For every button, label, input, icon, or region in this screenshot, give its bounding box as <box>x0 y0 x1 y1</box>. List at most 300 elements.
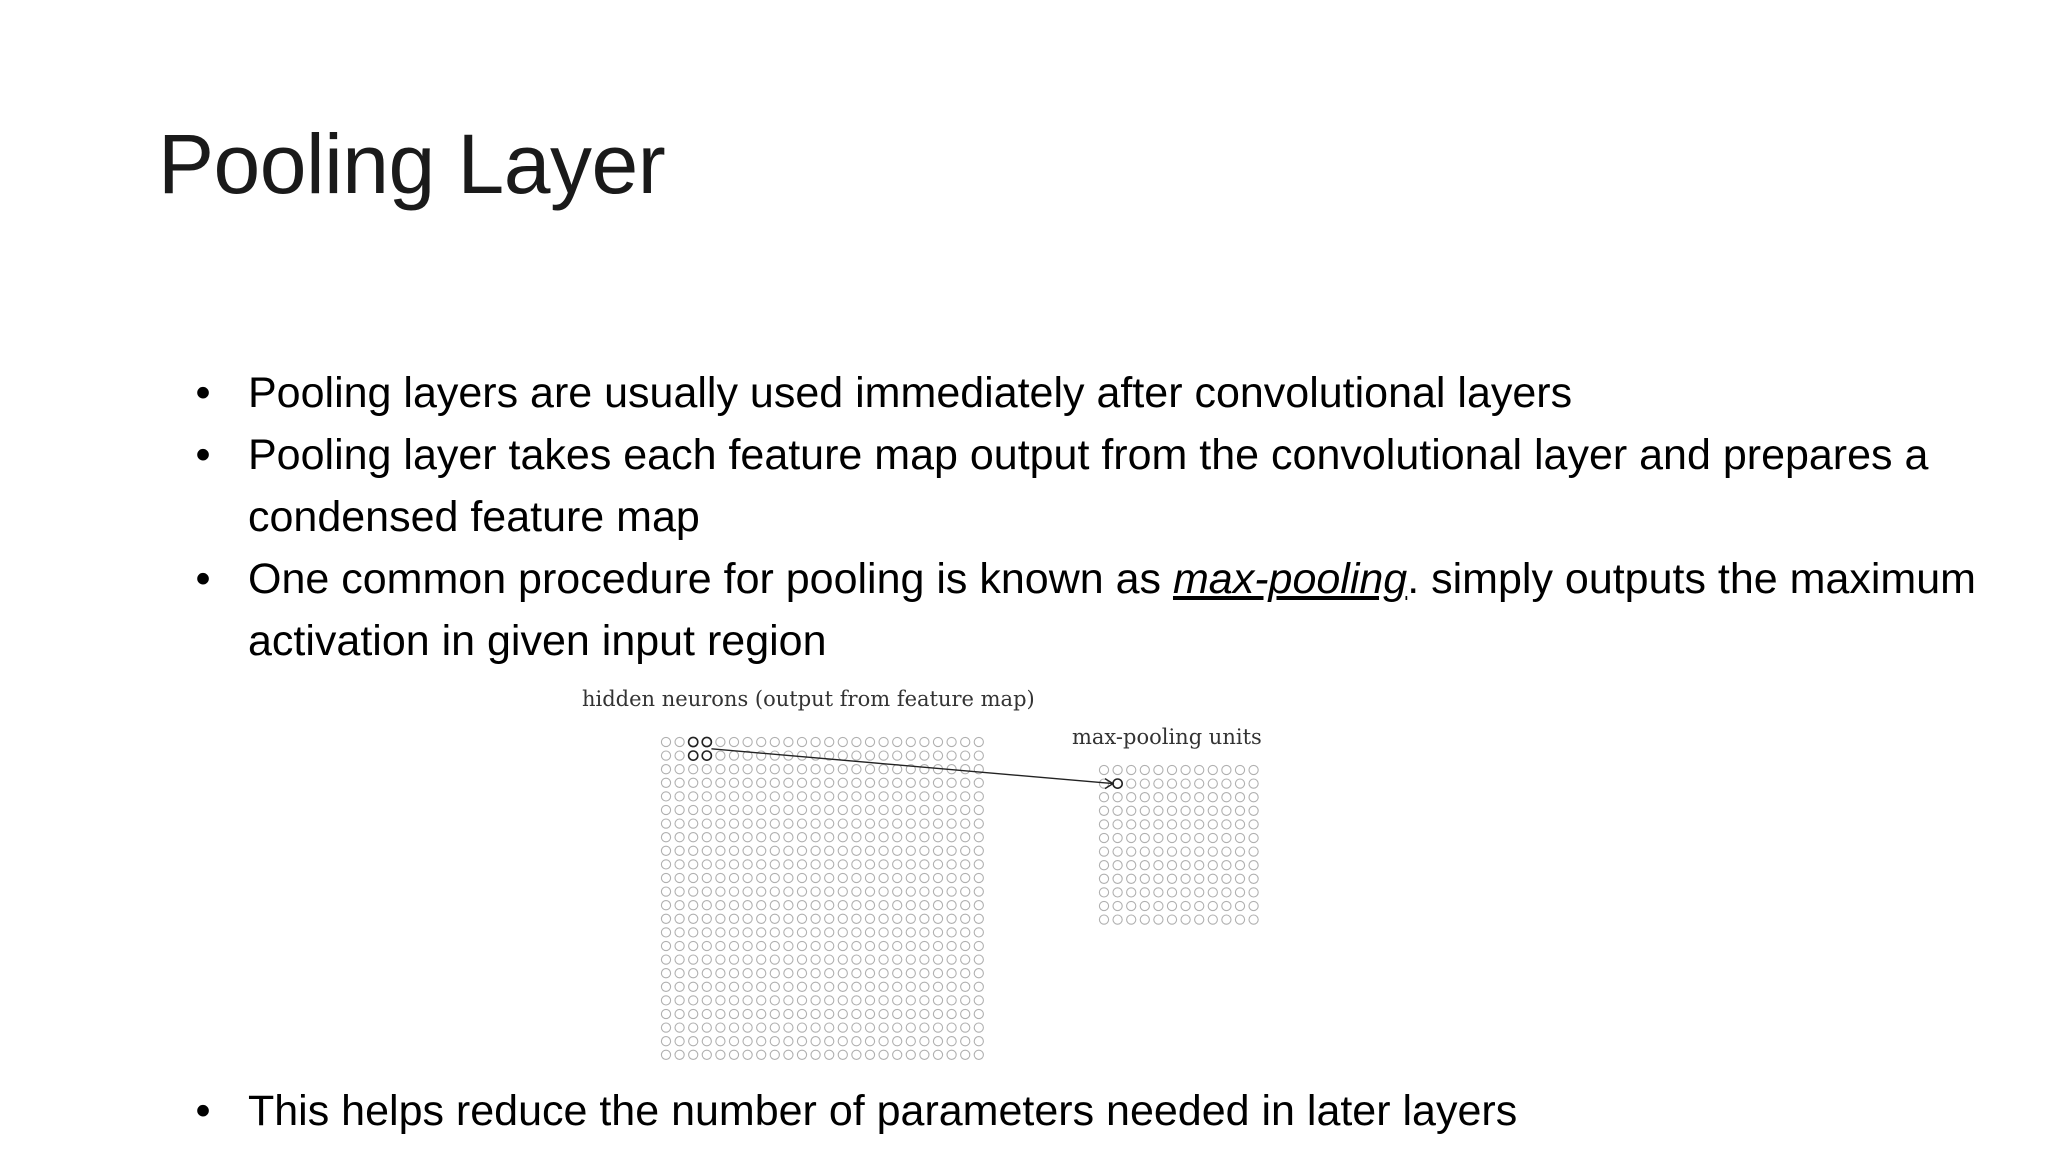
hidden-neuron <box>743 765 752 774</box>
pooling-unit <box>1127 806 1136 815</box>
hidden-neuron <box>675 1050 684 1059</box>
hidden-neuron <box>757 982 766 991</box>
hidden-neuron <box>974 941 983 950</box>
hidden-neuron <box>784 1009 793 1018</box>
hidden-neuron <box>974 819 983 828</box>
pooling-unit <box>1249 806 1258 815</box>
pooling-unit <box>1127 861 1136 870</box>
pooling-unit <box>1249 765 1258 774</box>
hidden-neuron <box>852 860 861 869</box>
hidden-neuron <box>947 941 956 950</box>
hidden-neuron <box>920 833 929 842</box>
hidden-neuron <box>920 941 929 950</box>
hidden-neuron <box>838 1023 847 1032</box>
hidden-neuron <box>811 928 820 937</box>
hidden-neuron <box>702 1037 711 1046</box>
hidden-neuron <box>702 887 711 896</box>
pooling-unit <box>1127 888 1136 897</box>
hidden-neuron <box>716 982 725 991</box>
hidden-neuron <box>825 873 834 882</box>
pooling-unit <box>1127 874 1136 883</box>
pooling-unit <box>1181 915 1190 924</box>
pooling-unit <box>1140 779 1149 788</box>
pooling-unit <box>1140 765 1149 774</box>
hidden-neuron <box>675 1009 684 1018</box>
pooling-unit <box>1154 901 1163 910</box>
hidden-neuron <box>893 1050 902 1059</box>
hidden-neuron <box>661 1050 670 1059</box>
hidden-neuron <box>797 955 806 964</box>
hidden-neuron <box>893 873 902 882</box>
hidden-neuron <box>825 1009 834 1018</box>
hidden-neuron <box>675 941 684 950</box>
hidden-neuron <box>933 792 942 801</box>
hidden-neuron <box>825 941 834 950</box>
hidden-neuron <box>906 846 915 855</box>
hidden-neuron <box>716 1023 725 1032</box>
hidden-neuron <box>961 805 970 814</box>
hidden-neuron <box>865 737 874 746</box>
hidden-neuron <box>784 860 793 869</box>
pooling-unit <box>1195 820 1204 829</box>
hidden-neuron <box>933 914 942 923</box>
hidden-neuron <box>879 1023 888 1032</box>
hidden-neuron <box>675 914 684 923</box>
hidden-neuron <box>689 955 698 964</box>
pooling-unit <box>1195 901 1204 910</box>
pooling-unit <box>1154 861 1163 870</box>
hidden-neuron <box>757 928 766 937</box>
hidden-neuron <box>661 887 670 896</box>
hidden-neuron <box>906 887 915 896</box>
hidden-neuron <box>920 982 929 991</box>
hidden-neuron <box>920 873 929 882</box>
hidden-neuron <box>770 901 779 910</box>
bullet-item-3 <box>188 548 1988 672</box>
pooling-unit <box>1127 901 1136 910</box>
hidden-neurons-grid <box>661 737 983 1059</box>
pooling-unit <box>1140 874 1149 883</box>
hidden-neuron <box>689 1050 698 1059</box>
pooling-unit <box>1167 765 1176 774</box>
pooling-unit <box>1099 874 1108 883</box>
hidden-neuron <box>825 1023 834 1032</box>
hidden-neuron <box>906 982 915 991</box>
hidden-neuron <box>661 737 670 746</box>
pooling-unit <box>1099 793 1108 802</box>
hidden-neuron <box>675 955 684 964</box>
hidden-neuron <box>825 982 834 991</box>
hidden-neuron <box>729 1050 738 1059</box>
hidden-neuron <box>893 737 902 746</box>
hidden-neuron <box>675 1023 684 1032</box>
pooling-unit <box>1113 806 1122 815</box>
hidden-neuron <box>729 1023 738 1032</box>
hidden-neuron <box>661 819 670 828</box>
hidden-neuron <box>784 846 793 855</box>
hidden-neuron <box>729 819 738 828</box>
max-pooling-grid <box>1099 765 1258 924</box>
hidden-neuron <box>716 1037 725 1046</box>
hidden-neuron <box>797 928 806 937</box>
hidden-neuron <box>852 982 861 991</box>
hidden-neuron <box>661 846 670 855</box>
hidden-neuron <box>974 955 983 964</box>
hidden-neuron <box>743 846 752 855</box>
hidden-neuron <box>838 737 847 746</box>
hidden-neuron <box>784 833 793 842</box>
hidden-neuron <box>716 833 725 842</box>
pooling-unit <box>1235 806 1244 815</box>
pooling-unit <box>1222 847 1231 856</box>
hidden-neuron <box>661 873 670 882</box>
bullet-list <box>188 362 1988 672</box>
pooling-unit <box>1099 888 1108 897</box>
hidden-neuron <box>865 928 874 937</box>
hidden-neuron <box>661 928 670 937</box>
hidden-neuron <box>879 860 888 869</box>
pooling-unit <box>1222 833 1231 842</box>
hidden-neuron <box>716 778 725 787</box>
hidden-neuron <box>784 1037 793 1046</box>
hidden-neuron <box>811 860 820 869</box>
hidden-neuron <box>961 941 970 950</box>
hidden-neuron <box>784 819 793 828</box>
hidden-neuron <box>770 765 779 774</box>
hidden-neuron <box>933 1009 942 1018</box>
pooling-unit <box>1167 793 1176 802</box>
hidden-neuron <box>947 819 956 828</box>
hidden-neuron <box>947 887 956 896</box>
hidden-neuron <box>729 833 738 842</box>
hidden-neuron <box>743 996 752 1005</box>
hidden-neuron <box>974 928 983 937</box>
hidden-neuron <box>757 1037 766 1046</box>
hidden-neuron <box>974 1009 983 1018</box>
hidden-neuron <box>729 792 738 801</box>
hidden-neuron <box>784 873 793 882</box>
hidden-neuron <box>797 1023 806 1032</box>
hidden-neuron <box>825 778 834 787</box>
hidden-neuron <box>974 792 983 801</box>
hidden-neuron <box>947 1050 956 1059</box>
hidden-neuron <box>661 1009 670 1018</box>
hidden-neuron <box>961 873 970 882</box>
hidden-neuron <box>838 928 847 937</box>
pooling-unit <box>1099 820 1108 829</box>
hidden-neuron <box>893 778 902 787</box>
hidden-neuron <box>947 737 956 746</box>
hidden-neuron <box>852 833 861 842</box>
hidden-neuron <box>811 819 820 828</box>
hidden-neuron <box>716 887 725 896</box>
hidden-neuron <box>865 914 874 923</box>
hidden-neuron <box>906 955 915 964</box>
pooling-unit <box>1099 861 1108 870</box>
hidden-neuron <box>825 819 834 828</box>
pooling-unit <box>1181 901 1190 910</box>
hidden-neuron <box>661 765 670 774</box>
hidden-neuron <box>865 941 874 950</box>
hidden-neuron <box>784 887 793 896</box>
hidden-neuron <box>743 1023 752 1032</box>
pooling-unit <box>1099 833 1108 842</box>
hidden-neuron <box>784 914 793 923</box>
hidden-neuron <box>770 819 779 828</box>
hidden-neuron <box>974 982 983 991</box>
hidden-neuron <box>920 955 929 964</box>
hidden-neuron <box>974 846 983 855</box>
pooling-unit <box>1249 793 1258 802</box>
pooling-unit <box>1140 820 1149 829</box>
hidden-neuron <box>838 1050 847 1059</box>
hidden-neuron <box>729 901 738 910</box>
hidden-neuron <box>920 901 929 910</box>
hidden-neuron <box>825 928 834 937</box>
hidden-neuron <box>702 846 711 855</box>
pooling-unit <box>1195 765 1204 774</box>
hidden-neuron <box>702 819 711 828</box>
hidden-neuron <box>797 887 806 896</box>
hidden-neuron <box>893 805 902 814</box>
hidden-neuron <box>675 1037 684 1046</box>
hidden-neuron <box>920 1023 929 1032</box>
pooling-unit <box>1113 861 1122 870</box>
pooling-unit <box>1249 874 1258 883</box>
hidden-neuron <box>893 765 902 774</box>
hidden-neuron <box>906 901 915 910</box>
hidden-neuron <box>811 901 820 910</box>
pooling-unit <box>1154 793 1163 802</box>
hidden-neuron <box>729 805 738 814</box>
hidden-neuron <box>852 887 861 896</box>
pooling-unit <box>1167 847 1176 856</box>
hidden-neuron <box>770 928 779 937</box>
pooling-unit <box>1249 901 1258 910</box>
pooling-unit <box>1113 901 1122 910</box>
hidden-neuron <box>906 914 915 923</box>
hidden-neuron <box>933 737 942 746</box>
hidden-neuron <box>838 819 847 828</box>
pooling-unit <box>1154 833 1163 842</box>
hidden-neuron <box>675 846 684 855</box>
hidden-neuron <box>974 751 983 760</box>
hidden-neuron <box>920 996 929 1005</box>
hidden-neuron <box>879 955 888 964</box>
pooling-unit <box>1235 820 1244 829</box>
hidden-neuron <box>757 819 766 828</box>
hidden-neuron <box>797 751 806 760</box>
hidden-neuron <box>920 1050 929 1059</box>
pooling-unit <box>1167 833 1176 842</box>
hidden-neuron <box>879 737 888 746</box>
hidden-neuron <box>852 941 861 950</box>
pooling-unit <box>1140 915 1149 924</box>
hidden-neuron <box>661 1023 670 1032</box>
hidden-neuron <box>879 1009 888 1018</box>
pooling-unit <box>1181 888 1190 897</box>
hidden-neuron <box>675 833 684 842</box>
hidden-neuron <box>811 765 820 774</box>
hidden-neuron <box>961 1050 970 1059</box>
hidden-neuron <box>974 873 983 882</box>
hidden-neuron <box>974 901 983 910</box>
hidden-neuron <box>906 860 915 869</box>
hidden-neuron <box>879 805 888 814</box>
hidden-neuron <box>689 873 698 882</box>
hidden-neuron <box>947 792 956 801</box>
pooling-unit <box>1167 820 1176 829</box>
hidden-neuron <box>689 914 698 923</box>
pooling-unit <box>1113 793 1122 802</box>
hidden-neuron <box>743 737 752 746</box>
hidden-neuron <box>933 996 942 1005</box>
hidden-neuron <box>716 941 725 950</box>
hidden-neuron <box>661 805 670 814</box>
hidden-neuron <box>770 1009 779 1018</box>
pooling-unit <box>1195 806 1204 815</box>
active-hidden-neuron <box>689 737 698 746</box>
hidden-neuron <box>947 955 956 964</box>
pooling-unit <box>1140 901 1149 910</box>
hidden-neuron <box>675 819 684 828</box>
hidden-neuron <box>838 833 847 842</box>
hidden-neuron <box>838 941 847 950</box>
active-hidden-neuron <box>702 751 711 760</box>
hidden-neuron <box>702 765 711 774</box>
hidden-neuron <box>879 819 888 828</box>
max-pooling-diagram <box>560 680 1320 1080</box>
pooling-unit <box>1181 874 1190 883</box>
bullet-text: This helps reduce the number of parameters needed in later layers <box>248 1087 1518 1135</box>
hidden-neuron <box>661 914 670 923</box>
pooling-unit <box>1154 765 1163 774</box>
hidden-neuron <box>784 778 793 787</box>
hidden-neuron <box>893 955 902 964</box>
hidden-neuron <box>852 873 861 882</box>
pooling-unit <box>1099 765 1108 774</box>
hidden-neuron <box>743 914 752 923</box>
pooling-unit <box>1235 765 1244 774</box>
hidden-neuron <box>865 1023 874 1032</box>
hidden-neuron <box>743 833 752 842</box>
hidden-neuron <box>811 1050 820 1059</box>
pooling-unit <box>1222 901 1231 910</box>
hidden-neuron <box>879 846 888 855</box>
pooling-unit <box>1127 765 1136 774</box>
hidden-neuron <box>797 833 806 842</box>
hidden-neuron <box>961 846 970 855</box>
hidden-neuron <box>743 982 752 991</box>
hidden-neuron <box>947 833 956 842</box>
hidden-neuron <box>797 914 806 923</box>
hidden-neuron <box>675 737 684 746</box>
pooling-unit <box>1195 861 1204 870</box>
hidden-neuron <box>661 1037 670 1046</box>
hidden-neuron <box>689 1009 698 1018</box>
hidden-neuron <box>974 860 983 869</box>
hidden-neuron <box>852 778 861 787</box>
pooling-unit <box>1154 915 1163 924</box>
hidden-neuron <box>811 792 820 801</box>
hidden-neuron <box>716 737 725 746</box>
hidden-neuron <box>784 765 793 774</box>
hidden-neuron <box>879 969 888 978</box>
pooling-unit <box>1235 833 1244 842</box>
pooling-unit <box>1208 847 1217 856</box>
hidden-neuron <box>702 914 711 923</box>
hidden-neuron <box>675 778 684 787</box>
pooling-unit <box>1154 820 1163 829</box>
hidden-neuron <box>852 1023 861 1032</box>
hidden-neuron <box>716 1050 725 1059</box>
hidden-neuron <box>961 969 970 978</box>
hidden-neuron <box>920 778 929 787</box>
hidden-neuron <box>811 996 820 1005</box>
hidden-neuron <box>729 914 738 923</box>
hidden-neuron <box>879 751 888 760</box>
bullet-text-after: . simply outputs the maximum activation in given input region <box>248 555 1976 665</box>
pooling-unit <box>1208 820 1217 829</box>
hidden-neuron <box>865 1037 874 1046</box>
hidden-neuron <box>811 873 820 882</box>
hidden-neuron <box>689 969 698 978</box>
hidden-neuron <box>689 765 698 774</box>
hidden-neuron <box>852 996 861 1005</box>
hidden-neuron <box>920 819 929 828</box>
hidden-neuron <box>961 996 970 1005</box>
hidden-neuron <box>757 887 766 896</box>
hidden-neuron <box>770 805 779 814</box>
hidden-neuron <box>757 996 766 1005</box>
hidden-neuron <box>811 1037 820 1046</box>
hidden-neuron <box>879 792 888 801</box>
hidden-neuron <box>825 846 834 855</box>
hidden-neuron <box>852 751 861 760</box>
hidden-neuron <box>716 996 725 1005</box>
pooling-unit <box>1208 806 1217 815</box>
pooling-unit <box>1222 915 1231 924</box>
hidden-neuron <box>947 1009 956 1018</box>
hidden-neuron <box>825 805 834 814</box>
hidden-neuron <box>865 1050 874 1059</box>
pooling-unit <box>1154 888 1163 897</box>
hidden-neuron <box>879 1037 888 1046</box>
hidden-neuron <box>811 737 820 746</box>
pooling-unit <box>1208 779 1217 788</box>
hidden-neuron <box>933 860 942 869</box>
hidden-neuron <box>906 805 915 814</box>
pooling-unit <box>1195 779 1204 788</box>
hidden-neuron <box>716 846 725 855</box>
hidden-neuron <box>838 1009 847 1018</box>
hidden-neuron <box>879 996 888 1005</box>
hidden-neuron <box>757 805 766 814</box>
hidden-neuron <box>947 928 956 937</box>
hidden-neuron <box>838 805 847 814</box>
hidden-neuron <box>784 805 793 814</box>
hidden-neuron <box>825 955 834 964</box>
hidden-neuron <box>865 982 874 991</box>
hidden-neuron <box>784 996 793 1005</box>
hidden-neuron <box>906 969 915 978</box>
hidden-neuron <box>784 792 793 801</box>
hidden-neuron <box>852 914 861 923</box>
hidden-neuron <box>784 928 793 937</box>
hidden-neuron <box>689 996 698 1005</box>
hidden-neuron <box>893 982 902 991</box>
hidden-neuron <box>689 860 698 869</box>
